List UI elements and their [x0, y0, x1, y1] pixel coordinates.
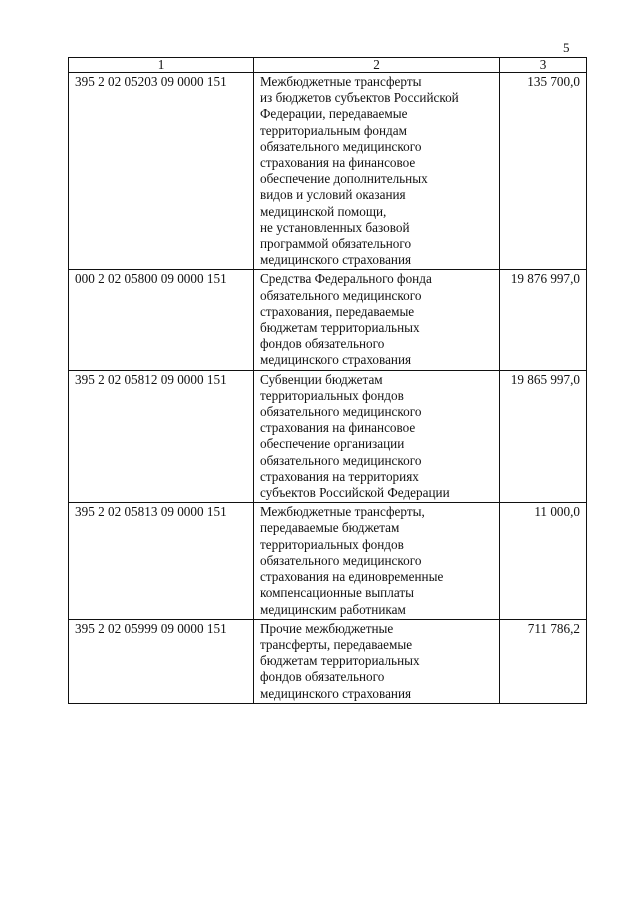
table-row — [69, 619, 587, 703]
budget-code: 000 2 02 05800 09 0000 151 — [69, 270, 254, 370]
amount: 19 876 997,0 — [500, 270, 587, 370]
income-description: Прочие межбюджетные трансферты, передаваемые бюджетам территориальных фондов обязательного медицинского страхования — [254, 619, 500, 703]
income-description: Межбюджетные трансферты из бюджетов субъектов Российской Федерации, передаваемые территориальным фондам обязательного медицинского страхования на финансовое обеспечение дополнительных видов и условий оказания медицинской помощи, не установленных базовой программой обязательного медицинского страхования — [254, 73, 500, 270]
amount: 711 786,2 — [500, 619, 587, 703]
table-row — [69, 370, 587, 503]
table-row — [69, 270, 587, 370]
amount: 19 865 997,0 — [500, 370, 587, 503]
income-description: Субвенции бюджетам территориальных фондов обязательного медицинского страхования на финансовое обеспечение организации обязательного медицинского страхования на территориях субъектов Российской Федерации — [254, 370, 500, 503]
budget-code: 395 2 02 05812 09 0000 151 — [69, 370, 254, 503]
table-body — [69, 73, 587, 704]
budget-table — [68, 57, 587, 704]
column-header-3: 3 — [500, 58, 587, 73]
budget-code: 395 2 02 05813 09 0000 151 — [69, 503, 254, 619]
amount: 11 000,0 — [500, 503, 587, 619]
budget-code: 395 2 02 05203 09 0000 151 — [69, 73, 254, 270]
page-number: 5 — [563, 40, 570, 55]
column-header-1: 1 — [69, 58, 254, 73]
amount: 135 700,0 — [500, 73, 587, 270]
income-description: Межбюджетные трансферты, передаваемые бюджетам территориальных фондов обязательного медицинского страхования на единовременные компенсационные выплаты медицинским работникам — [254, 503, 500, 619]
table-row — [69, 503, 587, 619]
column-header-2: 2 — [254, 58, 500, 73]
income-description: Средства Федерального фонда обязательного медицинского страхования, передаваемые бюджетам территориальных фондов обязательного медицинского страхования — [254, 270, 500, 370]
budget-code: 395 2 02 05999 09 0000 151 — [69, 619, 254, 703]
header-row — [69, 58, 587, 73]
table-header — [69, 58, 587, 73]
table-row — [69, 73, 587, 270]
